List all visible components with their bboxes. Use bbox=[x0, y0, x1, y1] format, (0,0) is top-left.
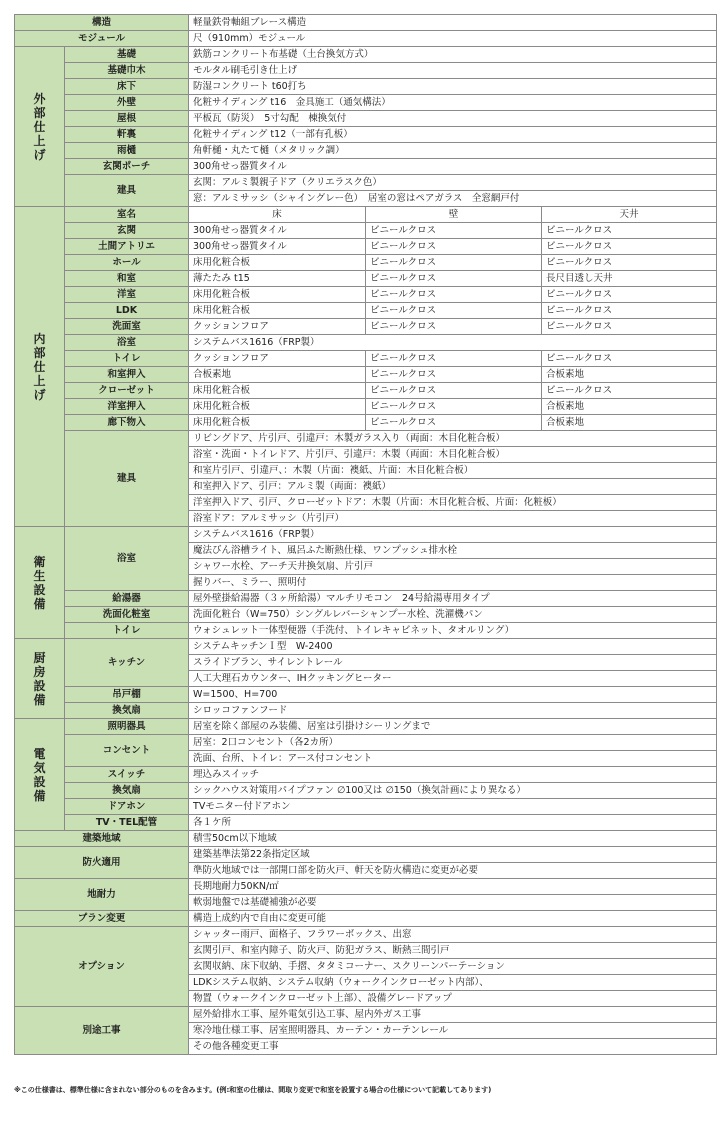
header-wall: 壁 bbox=[366, 207, 542, 223]
row-value: 窓：アルミサッシ（シャイングレー色） 居室の窓はペアガラス 全窓網戸付 bbox=[189, 191, 717, 207]
row-label: 玄関ポーチ bbox=[65, 159, 189, 175]
row-label: 軒裏 bbox=[65, 127, 189, 143]
room-row bbox=[15, 415, 717, 431]
row-value: スライドブラン、サイレントレール bbox=[189, 655, 717, 671]
spec-row bbox=[15, 783, 717, 799]
room-ceiling: ビニールクロス bbox=[542, 319, 717, 335]
room-name: 土間アトリエ bbox=[65, 239, 189, 255]
room-row bbox=[15, 255, 717, 271]
spec-row bbox=[15, 607, 717, 623]
room-wall: ビニールクロス bbox=[366, 399, 542, 415]
room-spec: システムバス1616（FRP製） bbox=[189, 335, 717, 351]
spec-row bbox=[15, 47, 717, 63]
room-name: 洋室 bbox=[65, 287, 189, 303]
row-value: シックハウス対策用パイプファン ∅100又は ∅150（換気計画により異なる） bbox=[189, 783, 717, 799]
room-floor: クッションフロア bbox=[189, 319, 366, 335]
row-label: オプション bbox=[15, 927, 189, 1007]
room-name: 玄関 bbox=[65, 223, 189, 239]
room-row bbox=[15, 367, 717, 383]
section-electric-title: 電気設備 bbox=[15, 719, 65, 831]
room-wall: ビニールクロス bbox=[366, 351, 542, 367]
row-value: 屋外壁掛給湯器（３ヶ所給湯）マルチリモコン 24号給湯専用タイプ bbox=[189, 591, 717, 607]
room-name: 洋室押入 bbox=[65, 399, 189, 415]
room-row-bath bbox=[15, 335, 717, 351]
row-value: 構造上成約内で自由に変更可能 bbox=[189, 911, 717, 927]
row-label: 基礎 bbox=[65, 47, 189, 63]
row-value: 軟弱地盤では基礎補強が必要 bbox=[189, 895, 717, 911]
row-label: 給湯器 bbox=[65, 591, 189, 607]
row-value: 尺（910mm）モジュール bbox=[189, 31, 717, 47]
row-value: 建築基準法第22条指定区域 bbox=[189, 847, 717, 863]
room-row bbox=[15, 319, 717, 335]
spec-row-fire bbox=[15, 847, 717, 863]
row-value: LDKシステム収納、システム収納（ウォークインクローゼット内部）、 bbox=[189, 975, 717, 991]
spec-row bbox=[15, 703, 717, 719]
spec-row-plan bbox=[15, 911, 717, 927]
room-name: LDK bbox=[65, 303, 189, 319]
spec-row bbox=[15, 127, 717, 143]
row-value: 人工大理石カウンター、IHクッキングヒーター bbox=[189, 671, 717, 687]
room-floor: 床用化粧合板 bbox=[189, 383, 366, 399]
row-value: 和室片引戸、引違戸、：木製（片面：襖紙、片面：木目化粧合板） bbox=[189, 463, 717, 479]
row-label: 建築地域 bbox=[15, 831, 189, 847]
room-name: 洗面室 bbox=[65, 319, 189, 335]
spec-row-options bbox=[15, 927, 717, 943]
room-ceiling: ビニールクロス bbox=[542, 383, 717, 399]
spec-row-area bbox=[15, 831, 717, 847]
spec-row bbox=[15, 623, 717, 639]
row-label: 地耐力 bbox=[15, 879, 189, 911]
row-value: シロッコファンフード bbox=[189, 703, 717, 719]
row-value: 浴室ドア：アルミサッシ（片引戸） bbox=[189, 511, 717, 527]
room-name: 浴室 bbox=[65, 335, 189, 351]
row-value: W=1500、H=700 bbox=[189, 687, 717, 703]
room-row bbox=[15, 351, 717, 367]
room-row bbox=[15, 223, 717, 239]
row-value: 各１ケ所 bbox=[189, 815, 717, 831]
spec-row bbox=[15, 111, 717, 127]
room-ceiling: 長尺目透し天井 bbox=[542, 271, 717, 287]
room-wall: ビニールクロス bbox=[366, 319, 542, 335]
room-name: 和室押入 bbox=[65, 367, 189, 383]
room-row bbox=[15, 271, 717, 287]
room-row bbox=[15, 399, 717, 415]
spec-row bbox=[15, 431, 717, 447]
row-label: 換気扇 bbox=[65, 783, 189, 799]
row-label: 建具 bbox=[65, 431, 189, 527]
row-value: 鉄筋コンクリート布基礎（土台換気方式） bbox=[189, 47, 717, 63]
room-wall: ビニールクロス bbox=[366, 383, 542, 399]
row-value: 洗面、台所、トイレ：アース付コンセント bbox=[189, 751, 717, 767]
row-label: 換気扇 bbox=[65, 703, 189, 719]
room-ceiling: ビニールクロス bbox=[542, 223, 717, 239]
room-wall: ビニールクロス bbox=[366, 415, 542, 431]
spec-row bbox=[15, 799, 717, 815]
room-wall: ビニールクロス bbox=[366, 303, 542, 319]
spec-row bbox=[15, 735, 717, 751]
room-wall: ビニールクロス bbox=[366, 271, 542, 287]
room-row bbox=[15, 239, 717, 255]
room-floor: 薄たたみ t15 bbox=[189, 271, 366, 287]
room-wall: ビニールクロス bbox=[366, 367, 542, 383]
room-floor: 床用化粧合板 bbox=[189, 303, 366, 319]
room-ceiling: 合板素地 bbox=[542, 367, 717, 383]
row-value: 居室を除く部屋のみ装備、居室は引掛けシーリングまで bbox=[189, 719, 717, 735]
spec-row bbox=[15, 591, 717, 607]
row-value: システムバス1616（FRP製） bbox=[189, 527, 717, 543]
row-label: 浴室 bbox=[65, 527, 189, 591]
spec-row bbox=[15, 63, 717, 79]
row-value: 寒冷地仕様工事、居室照明器具、カーテン・カーテンレール bbox=[189, 1023, 717, 1039]
row-value: TVモニター付ドアホン bbox=[189, 799, 717, 815]
row-value: システムキッチンＩ型 W-2400 bbox=[189, 639, 717, 655]
row-label: 屋根 bbox=[65, 111, 189, 127]
row-label: 吊戸棚 bbox=[65, 687, 189, 703]
room-wall: ビニールクロス bbox=[366, 287, 542, 303]
row-value: 積雪50cm以下地域 bbox=[189, 831, 717, 847]
row-label: 外壁 bbox=[65, 95, 189, 111]
room-row bbox=[15, 287, 717, 303]
row-label: 防火適用 bbox=[15, 847, 189, 879]
header-floor: 床 bbox=[189, 207, 366, 223]
spec-row-ground bbox=[15, 879, 717, 895]
row-value: シャワー水栓、アーチ天井換気扇、片引戸 bbox=[189, 559, 717, 575]
row-label: 別途工事 bbox=[15, 1007, 189, 1055]
room-floor: 合板素地 bbox=[189, 367, 366, 383]
room-name: クローゼット bbox=[65, 383, 189, 399]
row-label: プラン変更 bbox=[15, 911, 189, 927]
spec-sheet bbox=[14, 14, 716, 1055]
row-value: 握りバー、ミラー、照明付 bbox=[189, 575, 717, 591]
room-floor: 床用化粧合板 bbox=[189, 399, 366, 415]
row-value: 300角せっ器質タイル bbox=[189, 159, 717, 175]
room-name: ホール bbox=[65, 255, 189, 271]
room-name: 廊下物入 bbox=[65, 415, 189, 431]
row-label: トイレ bbox=[65, 623, 189, 639]
row-label: 照明器具 bbox=[65, 719, 189, 735]
row-value: 魔法びん浴槽ライト、風呂ふた断熱仕様、ワンプッシュ排水栓 bbox=[189, 543, 717, 559]
spec-row-structure bbox=[15, 15, 717, 31]
row-label: 雨樋 bbox=[65, 143, 189, 159]
row-label: TV・TEL配管 bbox=[65, 815, 189, 831]
spec-table bbox=[14, 14, 717, 1055]
row-value: 長期地耐力50KN/㎡ bbox=[189, 879, 717, 895]
spec-row bbox=[15, 159, 717, 175]
row-label: モジュール bbox=[15, 31, 189, 47]
row-value: 化粧サイディング t12（一部有孔板） bbox=[189, 127, 717, 143]
row-value: 化粧サイディング t16 金具施工（通気構法） bbox=[189, 95, 717, 111]
spec-row bbox=[15, 815, 717, 831]
room-floor: 床用化粧合板 bbox=[189, 415, 366, 431]
row-label: コンセント bbox=[65, 735, 189, 767]
room-ceiling: ビニールクロス bbox=[542, 239, 717, 255]
row-label: 洗面化粧室 bbox=[65, 607, 189, 623]
row-value: 浴室・洗面・トイレドア、片引戸、引違戸：木製（両面：木目化粧合板） bbox=[189, 447, 717, 463]
row-value: リビングドア、片引戸、引違戸：木製ガラス入り（両面：木目化粧合板） bbox=[189, 431, 717, 447]
row-value: 角軒樋・丸たて樋（メタリック調） bbox=[189, 143, 717, 159]
room-row bbox=[15, 303, 717, 319]
row-label: キッチン bbox=[65, 639, 189, 687]
room-ceiling: ビニールクロス bbox=[542, 287, 717, 303]
row-value: 埋込みスイッチ bbox=[189, 767, 717, 783]
room-wall: ビニールクロス bbox=[366, 255, 542, 271]
row-value: 玄関引戸、和室内障子、防火戸、防犯ガラス、断熱三間引戸 bbox=[189, 943, 717, 959]
row-label: スイッチ bbox=[65, 767, 189, 783]
room-name: トイレ bbox=[65, 351, 189, 367]
room-ceiling: 合板素地 bbox=[542, 399, 717, 415]
spec-row bbox=[15, 527, 717, 543]
spec-row bbox=[15, 79, 717, 95]
spec-row bbox=[15, 687, 717, 703]
room-floor: 床用化粧合板 bbox=[189, 287, 366, 303]
section-sanitary-title: 衛生設備 bbox=[15, 527, 65, 639]
row-label: 建具 bbox=[65, 175, 189, 207]
room-wall: ビニールクロス bbox=[366, 223, 542, 239]
row-value: 玄関収納、床下収納、手摺、タタミコーナー、スクリーンパーテーション bbox=[189, 959, 717, 975]
row-value: モルタル刷毛引き仕上げ bbox=[189, 63, 717, 79]
row-label: 基礎巾木 bbox=[65, 63, 189, 79]
spec-row bbox=[15, 143, 717, 159]
row-value: 軽量鉄骨軸組ブレース構造 bbox=[189, 15, 717, 31]
section-exterior-title: 外部仕上げ bbox=[15, 47, 65, 207]
room-row bbox=[15, 383, 717, 399]
spec-row bbox=[15, 719, 717, 735]
row-label: ドアホン bbox=[65, 799, 189, 815]
header-ceiling: 天井 bbox=[542, 207, 717, 223]
header-room: 室名 bbox=[65, 207, 189, 223]
row-value: 洗面化粧台（W=750）シングルレバーシャンプー水栓、洗濯機パン bbox=[189, 607, 717, 623]
spec-row bbox=[15, 95, 717, 111]
row-value: 屋外給排水工事、屋外電気引込工事、屋内外ガス工事 bbox=[189, 1007, 717, 1023]
footnote: ※この仕様書は、標準仕様に含まれない部分のものを含みます。(例:和室の仕様は、間取り変更で和室を設置する場合の仕様について記載してあります) bbox=[14, 1086, 492, 1094]
room-floor: 300角せっ器質タイル bbox=[189, 223, 366, 239]
room-ceiling: ビニールクロス bbox=[542, 255, 717, 271]
row-value: 物置（ウォークインクローゼット上部）、設備グレードアップ bbox=[189, 991, 717, 1007]
spec-row bbox=[15, 639, 717, 655]
room-floor: 300角せっ器質タイル bbox=[189, 239, 366, 255]
section-kitchen-title: 厨房設備 bbox=[15, 639, 65, 719]
spec-row bbox=[15, 767, 717, 783]
spec-row-module bbox=[15, 31, 717, 47]
row-label: 床下 bbox=[65, 79, 189, 95]
spec-row bbox=[15, 175, 717, 191]
room-ceiling: 合板素地 bbox=[542, 415, 717, 431]
row-value: 準防火地域では一部開口部を防火戸、軒天を防火構造に変更が必要 bbox=[189, 863, 717, 879]
row-value: ウォシュレット一体型便器（手洗付、トイレキャビネット、タオルリング） bbox=[189, 623, 717, 639]
room-ceiling: ビニールクロス bbox=[542, 351, 717, 367]
interior-header-row bbox=[15, 207, 717, 223]
row-value: 洋室押入ドア、引戸、クローゼットドア：木製（片面：木目化粧合板、片面：化粧板） bbox=[189, 495, 717, 511]
room-floor: クッションフロア bbox=[189, 351, 366, 367]
row-label: 構造 bbox=[15, 15, 189, 31]
row-value: 居室：2口コンセント（各2カ所） bbox=[189, 735, 717, 751]
row-value: シャッター雨戸、面格子、フラワーボックス、出窓 bbox=[189, 927, 717, 943]
room-wall: ビニールクロス bbox=[366, 239, 542, 255]
section-interior-title: 内部仕上げ bbox=[15, 207, 65, 527]
row-value: 和室押入ドア、引戸：アルミ製（両面：襖紙） bbox=[189, 479, 717, 495]
row-value: 玄関：アルミ製親子ドア（クリエラスク色） bbox=[189, 175, 717, 191]
room-ceiling: ビニールクロス bbox=[542, 303, 717, 319]
row-value: その他各種変更工事 bbox=[189, 1039, 717, 1055]
spec-row-separate bbox=[15, 1007, 717, 1023]
row-value: 防湿コンクリート t60打ち bbox=[189, 79, 717, 95]
row-value: 平板瓦（防災） 5寸勾配 棟換気付 bbox=[189, 111, 717, 127]
room-name: 和室 bbox=[65, 271, 189, 287]
room-floor: 床用化粧合板 bbox=[189, 255, 366, 271]
